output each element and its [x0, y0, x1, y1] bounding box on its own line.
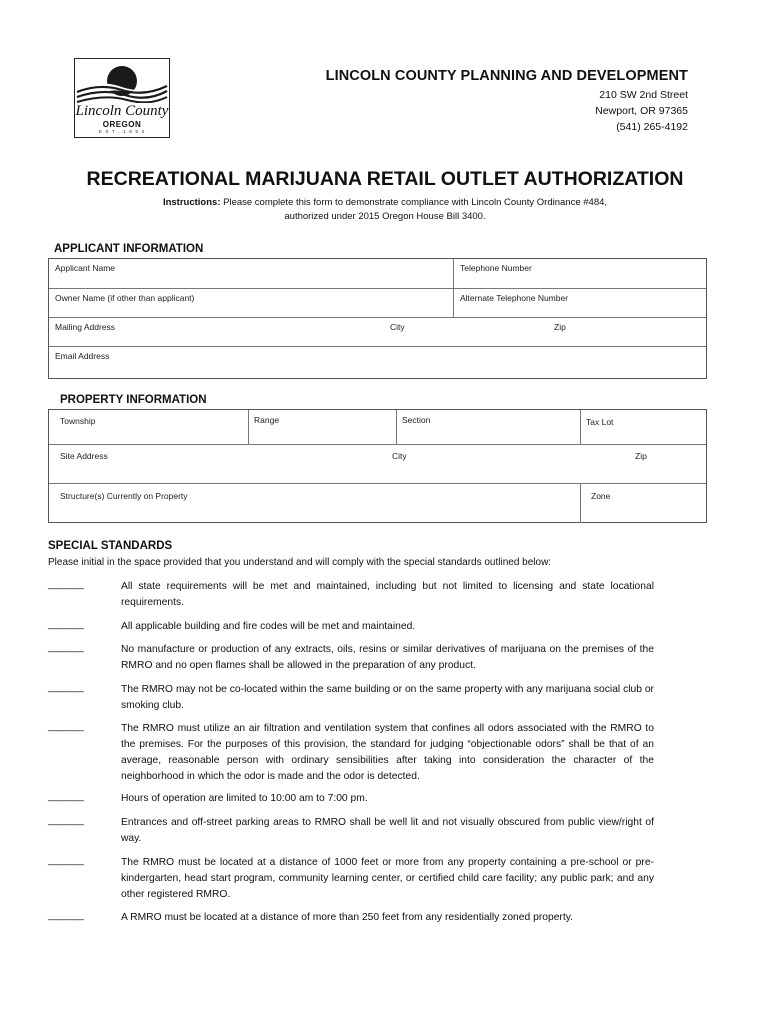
standard-text: The RMRO may not be co-located within the same building or on the same property with any marijuana social club or smoking club.: [121, 684, 654, 711]
standard-text: The RMRO must utilize an air filtration and ventilation system that confines all odors associated with the RMRO to the premises. For the purposes of this provision, the standard for judging “objectionable odors” shall be that of an average, reasonable person with ordinary sensibilities after taking into consideration the character of the neighborhood in which the odor is made and the odor is detected.: [121, 723, 654, 782]
site-address-field[interactable]: Site Address: [60, 451, 108, 461]
standard-text: A RMRO must be located at a distance of more than 250 feet from any residentially zoned property.: [121, 912, 573, 923]
standard-text: Hours of operation are limited to 10:00 am to 7:00 pm.: [121, 793, 368, 804]
standard-text: All applicable building and fire codes will be met and maintained.: [121, 621, 416, 632]
zone-field[interactable]: Zone: [591, 491, 611, 501]
applicant-zip-field[interactable]: Zip: [554, 322, 566, 332]
initial-blank[interactable]: _______: [48, 815, 84, 826]
standard-text: The RMRO must be located at a distance of 1000 feet or more from any property containing a pre-school or pre-kindergarten, head start program, community learning center, or certified child care facility; any public park; and any other registered RMRO.: [121, 857, 654, 900]
initial-blank[interactable]: _______: [48, 791, 84, 802]
standard-text: Entrances and off-street parking areas to RMRO shall be well lit and not visually obscured from public view/right of way.: [121, 817, 654, 844]
initial-blank[interactable]: _______: [48, 721, 84, 732]
mailing-address-field[interactable]: Mailing Address: [55, 322, 116, 332]
initial-blank[interactable]: _______: [48, 855, 84, 866]
structures-field[interactable]: Structure(s) Currently on Property: [60, 491, 188, 501]
township-field[interactable]: Township: [60, 416, 96, 426]
instructions-line-2: authorized under 2015 Oregon House Bill 3400.: [284, 211, 486, 222]
telephone-field[interactable]: Telephone Number: [460, 263, 532, 273]
section-field[interactable]: Section: [402, 415, 431, 425]
phone-number: (541) 265-4192: [616, 121, 688, 133]
org-title: LINCOLN COUNTY PLANNING AND DEVELOPMENT: [325, 68, 688, 84]
initial-blank[interactable]: _______: [48, 619, 84, 630]
applicant-heading: APPLICANT INFORMATION: [54, 243, 204, 255]
property-heading: PROPERTY INFORMATION: [60, 394, 207, 406]
initial-blank[interactable]: _______: [48, 642, 84, 653]
standard-text: All state requirements will be met and maintained, including but not limited to licensing and state locational requirements.: [121, 581, 654, 608]
tax-lot-field[interactable]: Tax Lot: [586, 417, 614, 427]
organization-header: [326, 68, 688, 135]
instructions-text: Please complete this form to demonstrate compliance with Lincoln County Ordinance #484,: [220, 197, 608, 208]
property-form: [48, 409, 707, 523]
address-line-1: 210 SW 2nd Street: [599, 89, 688, 101]
email-field[interactable]: Email Address: [55, 351, 110, 361]
document-title: RECREATIONAL MARIJUANA RETAIL OUTLET AUTHORIZATION: [86, 168, 684, 190]
logo-name: Lincoln County: [75, 103, 169, 119]
address-line-2: Newport, OR 97365: [595, 105, 688, 117]
property-zip-field[interactable]: Zip: [635, 451, 647, 461]
logo-tagline: E S T . 1 8 9 3: [98, 129, 146, 134]
applicant-name-field[interactable]: Applicant Name: [55, 263, 116, 273]
applicant-form: [48, 258, 707, 379]
standards-intro: Please initial in the space provided that you understand and will comply with the special standards outlined below:: [48, 557, 552, 568]
logo-state: OREGON: [102, 120, 142, 129]
sun-hills-icon: [75, 59, 169, 103]
applicant-city-field[interactable]: City: [390, 322, 405, 332]
standards-heading: SPECIAL STANDARDS: [48, 540, 173, 552]
standard-text: No manufacture or production of any extracts, oils, resins or similar derivatives of marijuana on the premises of the RMRO and no open flames shall be allowed in the preparation of any product.: [121, 644, 654, 671]
range-field[interactable]: Range: [254, 415, 280, 425]
owner-name-field[interactable]: Owner Name (if other than applicant): [55, 293, 195, 303]
initial-blank[interactable]: _______: [48, 579, 84, 590]
instructions: [0, 196, 770, 224]
alt-telephone-field[interactable]: Alternate Telephone Number: [460, 293, 569, 303]
initial-blank[interactable]: _______: [48, 682, 84, 693]
county-logo: [74, 58, 170, 138]
initial-blank[interactable]: _______: [48, 910, 84, 921]
instructions-label: Instructions:: [162, 197, 221, 208]
property-city-field[interactable]: City: [392, 451, 407, 461]
